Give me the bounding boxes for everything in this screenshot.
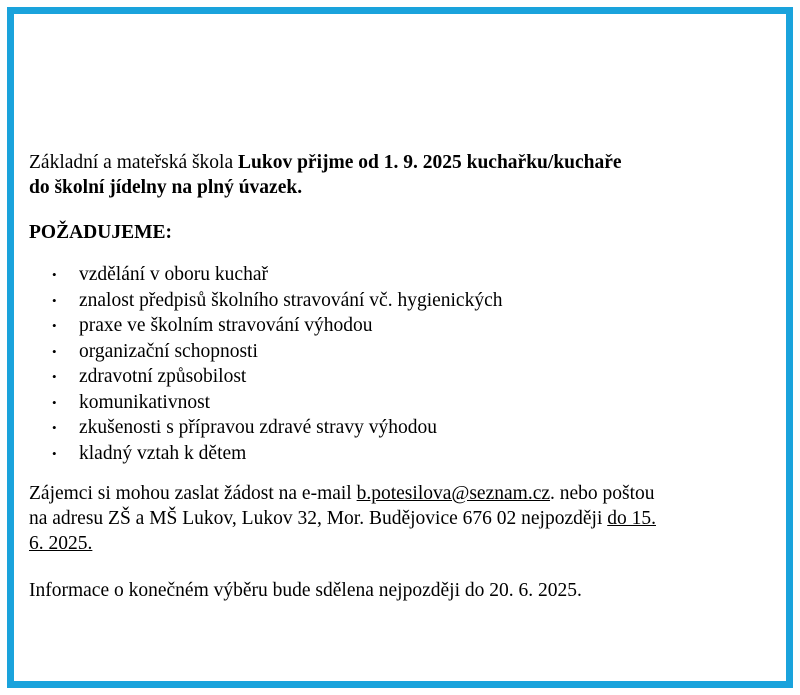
deadline-date-2: 6. 2025. bbox=[29, 533, 93, 554]
intro-paragraph bbox=[29, 150, 749, 200]
requirements-heading: POŽADUJEME: bbox=[29, 222, 172, 243]
list-item-text: praxe ve školním stravování výhodou bbox=[79, 315, 373, 336]
contact-text-1: Zájemci si mohou zaslat žádost na e-mail bbox=[29, 483, 357, 504]
list-item-text: zkušenosti s přípravou zdravé stravy výhodou bbox=[79, 417, 437, 438]
contact-text-2: . nebo poštou bbox=[550, 483, 655, 504]
list-item bbox=[29, 415, 749, 441]
list-item-text: komunikativnost bbox=[79, 391, 211, 413]
list-item bbox=[29, 441, 749, 467]
list-item-text: vzdělání v oboru kuchař bbox=[79, 264, 268, 285]
bullet-icon: • bbox=[52, 394, 57, 410]
bullet-icon: • bbox=[52, 445, 57, 461]
list-item bbox=[29, 288, 749, 314]
bullet-icon: • bbox=[52, 292, 57, 308]
list-item bbox=[29, 364, 749, 390]
list-item bbox=[29, 262, 749, 288]
list-item bbox=[29, 339, 749, 365]
requirements-list bbox=[29, 262, 749, 466]
list-item bbox=[29, 313, 749, 339]
job-posting bbox=[29, 150, 749, 603]
bullet-icon: • bbox=[52, 318, 57, 333]
info-paragraph: Informace o konečném výběru bude sdělena nejpozději do 20. 6. 2025. bbox=[29, 580, 582, 601]
bullet-icon: • bbox=[52, 420, 57, 435]
list-item-text: znalost předpisů školního stravování vč. hygienických bbox=[79, 289, 503, 311]
bullet-icon: • bbox=[52, 267, 57, 282]
deadline-date-1: do 15. bbox=[607, 508, 656, 529]
intro-highlight-line-1: Lukov přijme od 1. 9. 2025 kuchařku/kuchaře bbox=[238, 152, 622, 173]
email-link[interactable]: b.potesilova@seznam.cz bbox=[356, 483, 551, 504]
list-item-text: kladný vztah k dětem bbox=[79, 442, 247, 464]
intro-text: Základní a mateřská škola bbox=[29, 152, 239, 173]
list-item-text: organizační schopnosti bbox=[79, 340, 258, 362]
list-item-text: zdravotní způsobilost bbox=[79, 366, 247, 387]
contact-paragraph bbox=[29, 481, 749, 556]
bullet-icon: • bbox=[52, 369, 57, 384]
intro-highlight-line-2: do školní jídelny na plný úvazek. bbox=[29, 177, 303, 198]
list-item bbox=[29, 390, 749, 416]
contact-text-3: na adresu ZŠ a MŠ Lukov, Lukov 32, Mor. Budějovice 676 02 nejpozději bbox=[29, 508, 608, 529]
bullet-icon: • bbox=[52, 343, 57, 359]
